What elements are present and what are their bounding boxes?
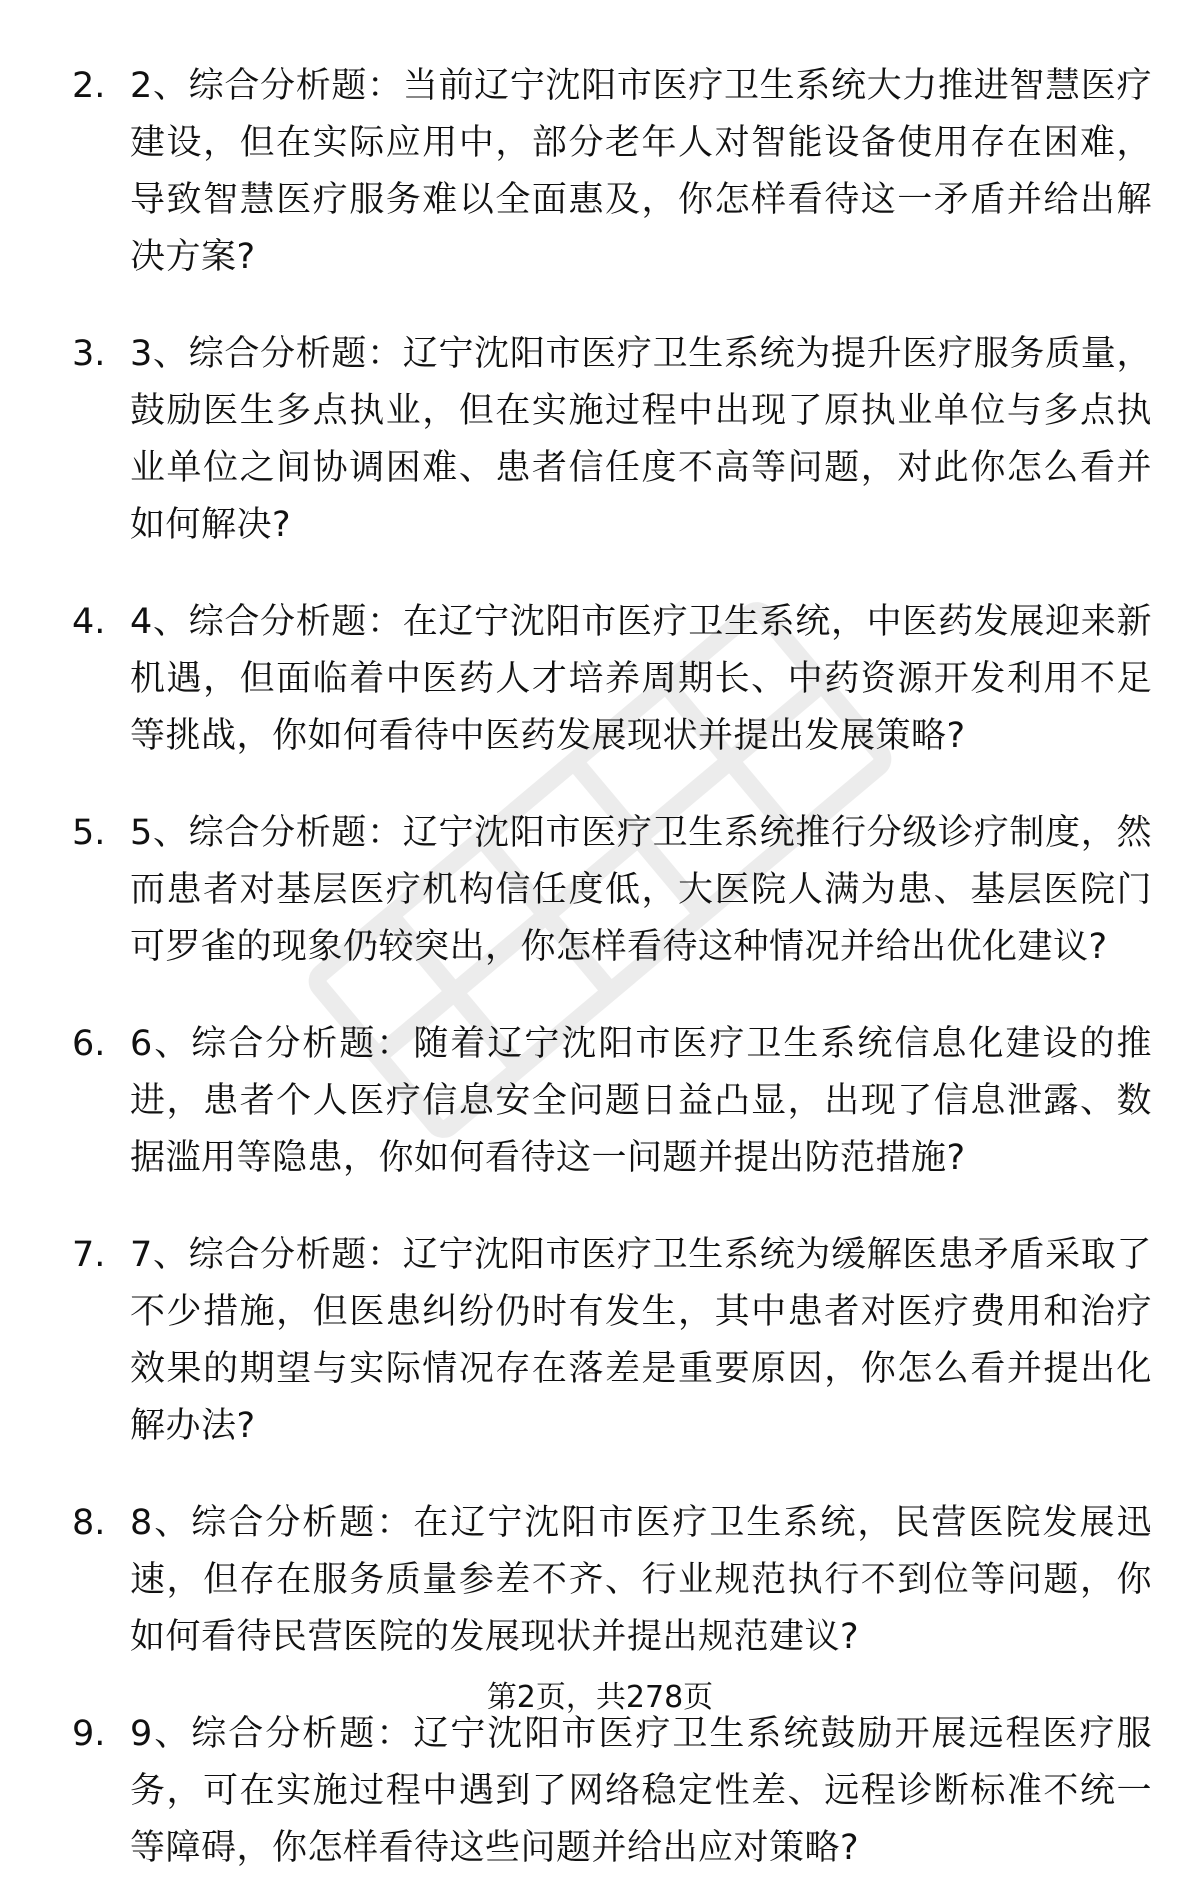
question-number: 2. [72, 66, 106, 106]
question-number: 8. [72, 1503, 106, 1543]
question-number: 9. [72, 1714, 106, 1754]
question-text: 7、综合分析题：辽宁沈阳市医疗卫生系统为缓解医患矛盾采取了不少措施，但医患纠纷仍时有发生，其中患者对医疗费用和治疗效果的期望与实际情况存在落差是重要原因，你怎么看并提出化解办法? [130, 1235, 1152, 1446]
list-item [72, 1706, 1152, 1877]
list-item [72, 1016, 1152, 1187]
question-text: 5、综合分析题：辽宁沈阳市医疗卫生系统推行分级诊疗制度，然而患者对基层医疗机构信任度低，大医院人满为患、基层医院门可罗雀的现象仍较突出，你怎样看待这种情况并给出优化建议? [130, 813, 1152, 967]
list-item [72, 1227, 1152, 1455]
page-footer [0, 1678, 1200, 1718]
question-text: 3、综合分析题：辽宁沈阳市医疗卫生系统为提升医疗服务质量，鼓励医生多点执业，但在实施过程中出现了原执业单位与多点执业单位之间协调困难、患者信任度不高等问题，对此你怎么看并如何解决? [130, 334, 1152, 545]
question-text: 2、综合分析题：当前辽宁沈阳市医疗卫生系统大力推进智慧医疗建设，但在实际应用中，部分老年人对智能设备使用存在困难，导致智慧医疗服务难以全面惠及，你怎样看待这一矛盾并给出解决方案? [130, 66, 1152, 277]
question-number: 5. [72, 813, 106, 853]
list-item [72, 58, 1152, 286]
list-item [72, 805, 1152, 976]
question-text: 6、综合分析题：随着辽宁沈阳市医疗卫生系统信息化建设的推进，患者个人医疗信息安全问题日益凸显，出现了信息泄露、数据滥用等隐患，你如何看待这一问题并提出防范措施? [130, 1024, 1152, 1178]
list-item [72, 1495, 1152, 1666]
question-text: 4、综合分析题：在辽宁沈阳市医疗卫生系统，中医药发展迎来新机遇，但面临着中医药人才培养周期长、中药资源开发利用不足等挑战，你如何看待中医药发展现状并提出发展策略? [130, 602, 1152, 756]
question-text: 9、综合分析题：辽宁沈阳市医疗卫生系统鼓励开展远程医疗服务，可在实施过程中遇到了网络稳定性差、远程诊断标准不统一等障碍，你怎样看待这些问题并给出应对策略? [130, 1714, 1152, 1868]
list-item [72, 326, 1152, 554]
question-number: 3. [72, 334, 106, 374]
question-list [72, 58, 1152, 1877]
question-number: 7. [72, 1235, 106, 1275]
question-number: 6. [72, 1024, 106, 1064]
list-item [72, 594, 1152, 765]
question-text: 8、综合分析题：在辽宁沈阳市医疗卫生系统，民营医院发展迅速，但存在服务质量参差不齐、行业规范执行不到位等问题，你如何看待民营医院的发展现状并提出规范建议? [130, 1503, 1152, 1657]
question-number: 4. [72, 602, 106, 642]
page-number-label: 第2页，共278页 [486, 1680, 714, 1715]
